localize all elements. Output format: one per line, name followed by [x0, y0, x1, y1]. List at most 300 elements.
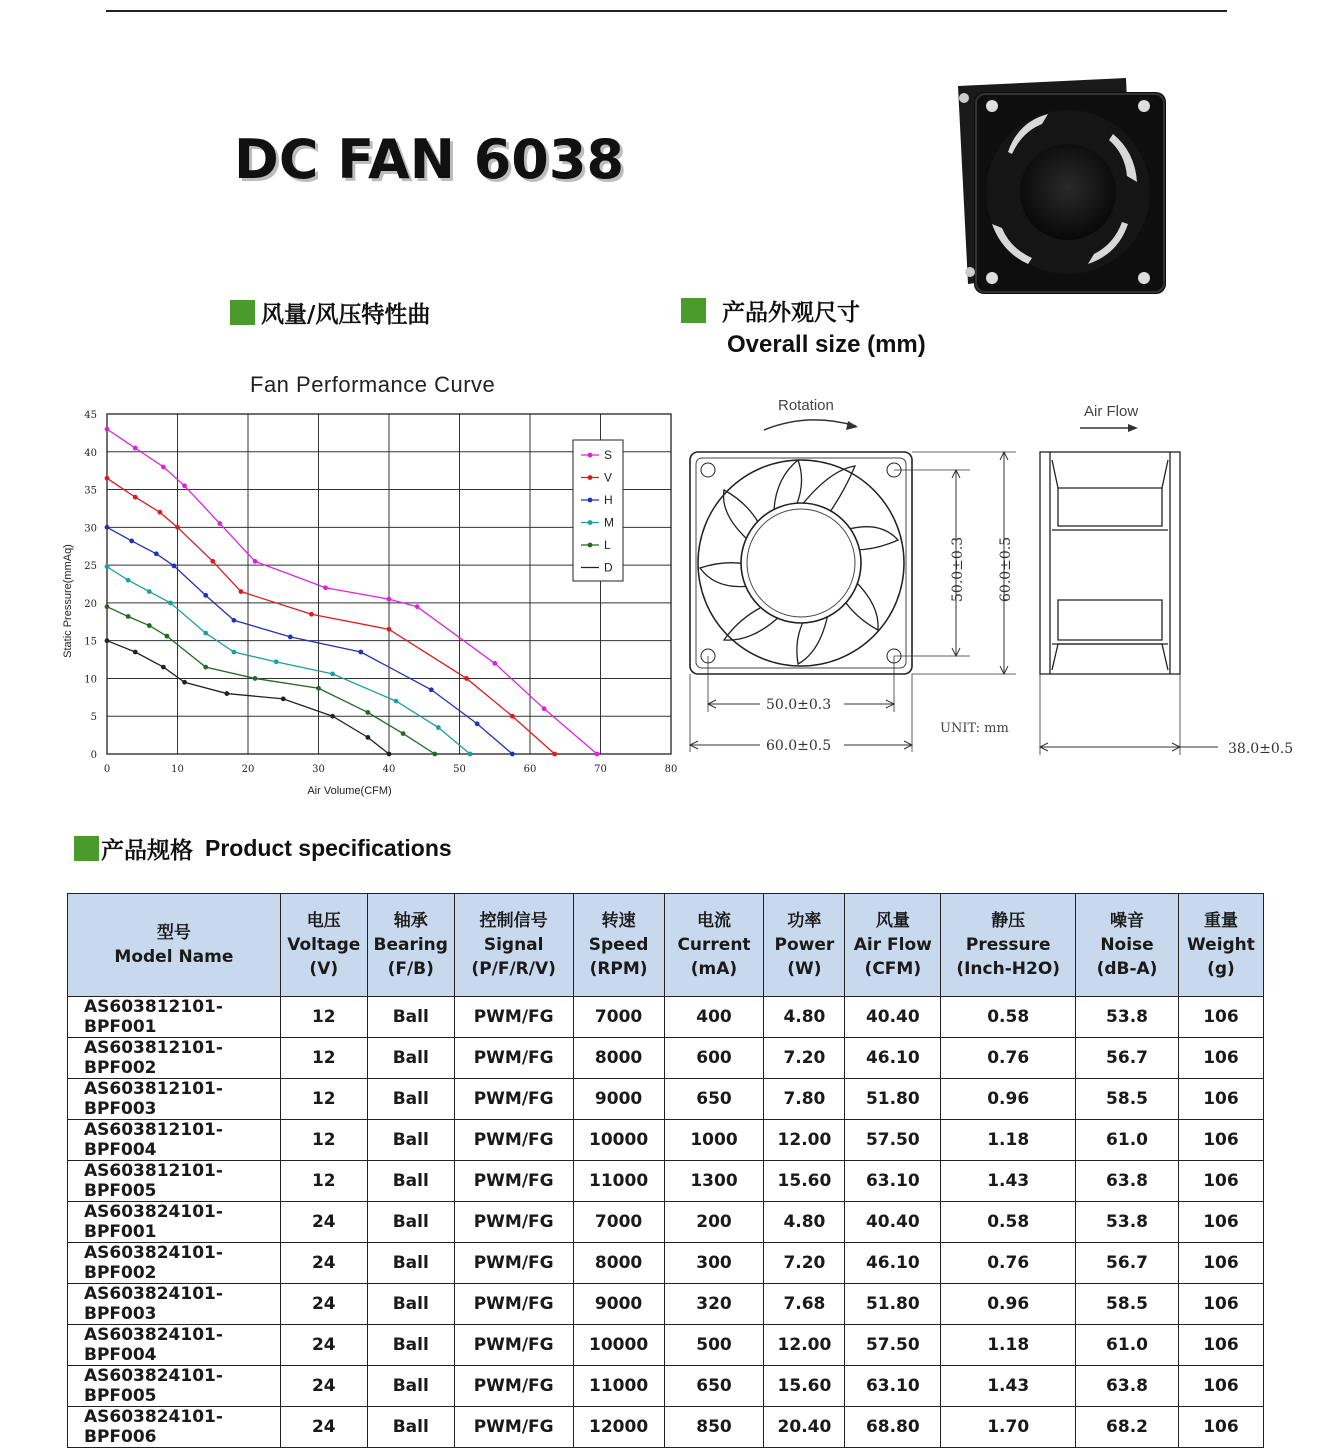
dim-overall-height: 60.0±0.5 [998, 536, 1014, 602]
spec-header-line: (CFM) [864, 959, 922, 979]
side-view [1040, 452, 1180, 674]
y-tick-label: 40 [84, 447, 97, 459]
spec-cell: 12 [280, 997, 367, 1038]
y-tick-label: 10 [84, 674, 97, 686]
data-point-H [429, 687, 434, 692]
spec-header-line: (dB-A) [1096, 959, 1158, 979]
mount-hole-icon [701, 463, 715, 477]
spec-cell: 300 [664, 1243, 764, 1284]
data-point-M [168, 600, 173, 605]
spec-cell: 200 [664, 1202, 764, 1243]
spec-cell: 12 [280, 1161, 367, 1202]
data-point-L [432, 752, 437, 757]
data-point-L [147, 623, 152, 628]
model-name-cell: AS603812101-BPF003 [68, 1079, 281, 1120]
legend-marker [588, 520, 593, 525]
spec-header-line: Pressure [965, 935, 1051, 955]
x-tick-label: 10 [171, 764, 184, 775]
data-point-H [475, 721, 480, 726]
spec-cell: 40.40 [845, 997, 941, 1038]
table-row [68, 1325, 1264, 1366]
data-point-H [510, 752, 515, 757]
spec-header-cell [454, 894, 573, 997]
spec-cell: 8000 [573, 1038, 664, 1079]
spec-cell: Ball [367, 1243, 454, 1284]
spec-cell: 1300 [664, 1161, 764, 1202]
data-point-S [182, 483, 187, 488]
data-point-L [203, 665, 208, 670]
data-point-L [401, 731, 406, 736]
spec-cell: 24 [280, 1243, 367, 1284]
spec-header-line: (P/F/R/V) [471, 959, 556, 979]
spec-header-line: Noise [1100, 935, 1154, 955]
spec-cell: 106 [1178, 1038, 1263, 1079]
spec-cell: PWM/FG [454, 1284, 573, 1325]
data-point-H [288, 634, 293, 639]
rotation-arrow-head [846, 421, 858, 430]
spec-header-line: 电流 [696, 911, 731, 931]
curve-heading-text: 风量/风压特性曲 [261, 302, 431, 328]
data-point-D [105, 638, 110, 643]
dimension-drawing [680, 390, 1310, 770]
spec-cell: Ball [367, 1161, 454, 1202]
spec-cell: 57.50 [845, 1325, 941, 1366]
spec-cell: 500 [664, 1325, 764, 1366]
spec-header-line: Power [774, 935, 835, 955]
spec-cell: 9000 [573, 1079, 664, 1120]
spec-header-cell [941, 894, 1076, 997]
curve-section-heading [230, 296, 430, 329]
spec-cell: 53.8 [1076, 997, 1179, 1038]
spec-cell: 0.96 [941, 1284, 1076, 1325]
spec-cell: 61.0 [1076, 1325, 1179, 1366]
x-tick-label: 0 [103, 764, 111, 775]
data-point-D [387, 752, 392, 757]
airflow-arrow-head [1128, 424, 1138, 432]
dim-hole-height: 50.0±0.3 [950, 536, 966, 602]
data-point-H [154, 551, 159, 556]
spec-cell: 1.18 [941, 1325, 1076, 1366]
section-marker-icon [74, 836, 99, 861]
x-tick-label: 20 [241, 764, 255, 775]
y-tick-label: 5 [90, 712, 97, 724]
spec-cell: 12.00 [764, 1120, 845, 1161]
series-line-V [107, 478, 555, 754]
spec-cell: Ball [367, 1407, 454, 1448]
data-point-D [365, 735, 370, 740]
table-row [68, 1407, 1264, 1448]
spec-cell: 106 [1178, 1161, 1263, 1202]
spec-header-line: (RPM) [589, 959, 648, 979]
data-point-S [161, 464, 166, 469]
spec-heading-en: Product specifications [205, 835, 452, 861]
data-point-V [157, 510, 162, 515]
data-point-L [126, 614, 131, 619]
x-axis-label: Air Volume(CFM) [307, 785, 392, 797]
rotation-arrow [764, 420, 856, 430]
spec-cell: 15.60 [764, 1161, 845, 1202]
spec-header-cell [68, 894, 281, 997]
data-point-V [309, 612, 314, 617]
spec-cell: 63.10 [845, 1366, 941, 1407]
spec-header-line: 静压 [991, 911, 1026, 931]
data-point-S [415, 604, 420, 609]
table-row [68, 1161, 1264, 1202]
table-row [68, 1366, 1264, 1407]
spec-cell: 24 [280, 1284, 367, 1325]
table-row [68, 1243, 1264, 1284]
data-point-M [147, 589, 152, 594]
fan-hub [741, 503, 861, 623]
airflow-label: Air Flow [1084, 403, 1139, 420]
spec-header-line: (F/B) [387, 959, 434, 979]
spec-header-line: 重量 [1203, 911, 1238, 931]
data-point-D [281, 696, 286, 701]
data-point-S [323, 585, 328, 590]
spec-cell: PWM/FG [454, 997, 573, 1038]
data-point-L [165, 634, 170, 639]
data-point-H [172, 563, 177, 568]
data-point-S [595, 752, 600, 757]
legend-label: L [604, 538, 611, 552]
dim-depth: 38.0±0.5 [1228, 741, 1294, 757]
spec-header-line: Bearing [373, 935, 448, 955]
spec-cell: 15.60 [764, 1366, 845, 1407]
spec-cell: 7000 [573, 997, 664, 1038]
spec-cell: 106 [1178, 1325, 1263, 1366]
spec-cell: 0.76 [941, 1243, 1076, 1284]
y-tick-label: 15 [84, 636, 97, 648]
spec-cell: 57.50 [845, 1120, 941, 1161]
dim-hole-width: 50.0±0.3 [766, 697, 832, 713]
legend-marker [588, 475, 593, 480]
data-point-V [464, 676, 469, 681]
spec-header-line: (mA) [690, 959, 738, 979]
spec-cell: 106 [1178, 1366, 1263, 1407]
data-point-V [239, 589, 244, 594]
data-point-H [232, 618, 237, 623]
dim-overall-width: 60.0±0.5 [766, 738, 832, 754]
spec-cell: 12 [280, 1038, 367, 1079]
spec-cell: PWM/FG [454, 1366, 573, 1407]
unit-label: UNIT: mm [940, 721, 1009, 736]
y-tick-label: 25 [84, 561, 97, 573]
spec-table [67, 893, 1264, 1448]
spec-cell: 106 [1178, 1407, 1263, 1448]
spec-cell: 320 [664, 1284, 764, 1325]
spec-cell: Ball [367, 1284, 454, 1325]
data-point-M [468, 752, 473, 757]
spec-cell: 40.40 [845, 1202, 941, 1243]
spec-cell: Ball [367, 1325, 454, 1366]
x-tick-label: 60 [523, 764, 537, 775]
model-name-cell: AS603824101-BPF003 [68, 1284, 281, 1325]
legend-marker [588, 453, 593, 458]
spec-cell: 56.7 [1076, 1038, 1179, 1079]
spec-cell: 0.58 [941, 997, 1076, 1038]
spec-header-cell [1178, 894, 1263, 997]
spec-cell: 1.18 [941, 1120, 1076, 1161]
spec-cell: 106 [1178, 1120, 1263, 1161]
table-row [68, 1120, 1264, 1161]
legend-label: H [604, 493, 613, 507]
legend-box [573, 440, 623, 581]
data-point-S [253, 559, 258, 564]
spec-header-line: 噪音 [1110, 911, 1145, 931]
spec-cell: 51.80 [845, 1284, 941, 1325]
data-point-D [182, 680, 187, 685]
spec-header-cell [764, 894, 845, 997]
spec-cell: Ball [367, 1079, 454, 1120]
spec-cell: 106 [1178, 1243, 1263, 1284]
y-tick-label: 0 [90, 750, 97, 761]
model-name-cell: AS603812101-BPF005 [68, 1161, 281, 1202]
spec-cell: 46.10 [845, 1038, 941, 1079]
spec-cell: PWM/FG [454, 1202, 573, 1243]
spec-cell: 4.80 [764, 1202, 845, 1243]
data-point-M [126, 578, 131, 583]
spec-cell: 106 [1178, 1202, 1263, 1243]
section-marker-icon [230, 300, 255, 325]
spec-cell: 7.20 [764, 1243, 845, 1284]
data-point-L [105, 604, 110, 609]
spec-header-line: Current [677, 935, 751, 955]
spec-header-line: Air Flow [853, 935, 932, 955]
spec-cell: 61.0 [1076, 1120, 1179, 1161]
y-tick-label: 30 [84, 523, 97, 535]
spec-cell: 12 [280, 1079, 367, 1120]
size-heading-en: Overall size (mm) [727, 331, 926, 358]
data-point-V [133, 495, 138, 500]
data-point-M [105, 564, 110, 569]
spec-cell: PWM/FG [454, 1161, 573, 1202]
model-name-cell: AS603824101-BPF002 [68, 1243, 281, 1284]
legend-marker [588, 498, 593, 503]
spec-header-cell [664, 894, 764, 997]
spec-cell: 20.40 [764, 1407, 845, 1448]
data-point-D [330, 714, 335, 719]
spec-cell: 7.68 [764, 1284, 845, 1325]
spec-header-line: (g) [1207, 959, 1235, 979]
data-point-S [542, 706, 547, 711]
spec-cell: 24 [280, 1366, 367, 1407]
x-tick-label: 80 [664, 764, 678, 775]
model-name-cell: AS603824101-BPF004 [68, 1325, 281, 1366]
spec-cell: 1.43 [941, 1366, 1076, 1407]
y-axis-label: Static Pressure(mmAq) [62, 544, 74, 658]
spec-header-line: Signal [483, 935, 544, 955]
spec-cell: 1.43 [941, 1161, 1076, 1202]
data-point-V [175, 525, 180, 530]
table-row [68, 1284, 1264, 1325]
spec-header-line: 轴承 [393, 911, 428, 931]
spec-cell: 56.7 [1076, 1243, 1179, 1284]
data-point-D [133, 650, 138, 655]
spec-cell: PWM/FG [454, 1120, 573, 1161]
spec-header-cell [367, 894, 454, 997]
page-title: DC FAN 6038 [234, 128, 625, 191]
spec-cell: 24 [280, 1407, 367, 1448]
model-name-cell: AS603824101-BPF005 [68, 1366, 281, 1407]
spec-cell: 24 [280, 1202, 367, 1243]
spec-header-line: (V) [309, 959, 339, 979]
spec-header-cell [845, 894, 941, 997]
spec-cell: 46.10 [845, 1243, 941, 1284]
spec-cell: 51.80 [845, 1079, 941, 1120]
x-tick-label: 50 [453, 764, 466, 775]
spec-cell: 63.10 [845, 1161, 941, 1202]
fan-product-image [948, 74, 1170, 300]
spec-cell: 11000 [573, 1366, 664, 1407]
spec-cell: 650 [664, 1079, 764, 1120]
data-point-S [492, 661, 497, 666]
spec-cell: 106 [1178, 1079, 1263, 1120]
spec-cell: 10000 [573, 1325, 664, 1366]
spec-cell: 1000 [664, 1120, 764, 1161]
spec-header-line: Speed [588, 935, 649, 955]
data-point-H [129, 539, 134, 544]
data-point-S [387, 597, 392, 602]
data-point-S [133, 446, 138, 451]
spec-header-line: 电压 [306, 911, 341, 931]
data-point-L [365, 710, 370, 715]
spec-cell: 12 [280, 1120, 367, 1161]
data-point-D [224, 691, 229, 696]
spec-cell: 850 [664, 1407, 764, 1448]
data-point-M [436, 725, 441, 730]
spec-cell: 10000 [573, 1120, 664, 1161]
spec-cell: 63.8 [1076, 1161, 1179, 1202]
spec-cell: 106 [1178, 997, 1263, 1038]
x-tick-label: 70 [594, 764, 607, 775]
table-row [68, 1079, 1264, 1120]
spec-header-line: 风量 [875, 911, 910, 931]
spec-header-line: (W) [787, 959, 822, 979]
spec-header-cell [280, 894, 367, 997]
y-tick-label: 35 [84, 485, 97, 497]
data-point-V [510, 714, 515, 719]
top-rule [106, 10, 1227, 12]
data-point-S [217, 521, 222, 526]
spec-cell: PWM/FG [454, 1038, 573, 1079]
spec-cell: 58.5 [1076, 1079, 1179, 1120]
data-point-V [210, 559, 215, 564]
rotation-label: Rotation [778, 397, 834, 414]
data-point-M [394, 699, 399, 704]
spec-cell: PWM/FG [454, 1407, 573, 1448]
spec-header-row [68, 894, 1264, 997]
spec-cell: 12000 [573, 1407, 664, 1448]
spec-cell: 400 [664, 997, 764, 1038]
data-point-L [316, 686, 321, 691]
spec-header-cell [1076, 894, 1179, 997]
spec-header-line: 控制信号 [479, 911, 548, 931]
legend-label: D [604, 560, 613, 575]
model-name-cell: AS603812101-BPF001 [68, 997, 281, 1038]
y-tick-label: 45 [84, 410, 97, 421]
data-point-H [203, 593, 208, 598]
spec-cell: Ball [367, 1366, 454, 1407]
legend-label: M [604, 515, 614, 530]
spec-cell: 4.80 [764, 997, 845, 1038]
spec-cell: 0.96 [941, 1079, 1076, 1120]
table-row [68, 1038, 1264, 1079]
model-name-cell: AS603812101-BPF004 [68, 1120, 281, 1161]
spec-cell: 8000 [573, 1243, 664, 1284]
data-point-S [105, 427, 110, 432]
series-line-M [107, 567, 470, 754]
spec-cell: 7000 [573, 1202, 664, 1243]
spec-cell: Ball [367, 1120, 454, 1161]
data-point-V [387, 627, 392, 632]
spec-cell: 600 [664, 1038, 764, 1079]
model-name-cell: AS603824101-BPF006 [68, 1407, 281, 1448]
data-point-M [232, 650, 237, 655]
performance-chart [55, 400, 695, 810]
spec-cell: PWM/FG [454, 1243, 573, 1284]
spec-header-line: 功率 [787, 911, 822, 931]
data-point-H [105, 525, 110, 530]
spec-cell: 12.00 [764, 1325, 845, 1366]
data-point-H [358, 650, 363, 655]
spec-cell: 63.8 [1076, 1366, 1179, 1407]
spec-cell: 58.5 [1076, 1284, 1179, 1325]
spec-cell: Ball [367, 1202, 454, 1243]
spec-section-heading [74, 832, 452, 865]
table-row [68, 997, 1264, 1038]
x-tick-label: 30 [312, 764, 325, 775]
spec-cell: Ball [367, 997, 454, 1038]
data-point-M [203, 631, 208, 636]
data-point-V [105, 476, 110, 481]
spec-header-line: Model Name [114, 947, 234, 967]
table-row [68, 1202, 1264, 1243]
legend-label: S [604, 448, 613, 462]
spec-cell: 7.20 [764, 1038, 845, 1079]
data-point-L [253, 676, 258, 681]
legend-label: V [604, 470, 613, 485]
spec-heading-cn: 产品规格 [101, 838, 193, 864]
spec-cell: 9000 [573, 1284, 664, 1325]
spec-cell: 650 [664, 1366, 764, 1407]
x-tick-label: 40 [382, 764, 396, 775]
chart-title: Fan Performance Curve [250, 372, 496, 397]
y-tick-label: 20 [84, 598, 97, 610]
model-name-cell: AS603812101-BPF002 [68, 1038, 281, 1079]
data-point-D [161, 665, 166, 670]
spec-header-line: 转速 [601, 911, 636, 931]
data-point-M [330, 672, 335, 677]
spec-cell: 1.70 [941, 1407, 1076, 1448]
spec-cell: 0.76 [941, 1038, 1076, 1079]
spec-cell: 7.80 [764, 1079, 845, 1120]
spec-cell: Ball [367, 1038, 454, 1079]
data-point-M [274, 659, 279, 664]
spec-cell: 106 [1178, 1284, 1263, 1325]
spec-cell: 11000 [573, 1161, 664, 1202]
spec-header-line: 型号 [156, 923, 191, 943]
size-section-heading [681, 294, 860, 327]
spec-cell: PWM/FG [454, 1079, 573, 1120]
size-heading-text: 产品外观尺寸 [722, 300, 860, 326]
spec-cell: 53.8 [1076, 1202, 1179, 1243]
spec-cell: 0.58 [941, 1202, 1076, 1243]
spec-header-line: (Inch-H2O) [956, 959, 1061, 979]
spec-cell: 24 [280, 1325, 367, 1366]
data-point-V [552, 752, 557, 757]
spec-cell: 68.2 [1076, 1407, 1179, 1448]
spec-header-line: Voltage [287, 935, 361, 955]
